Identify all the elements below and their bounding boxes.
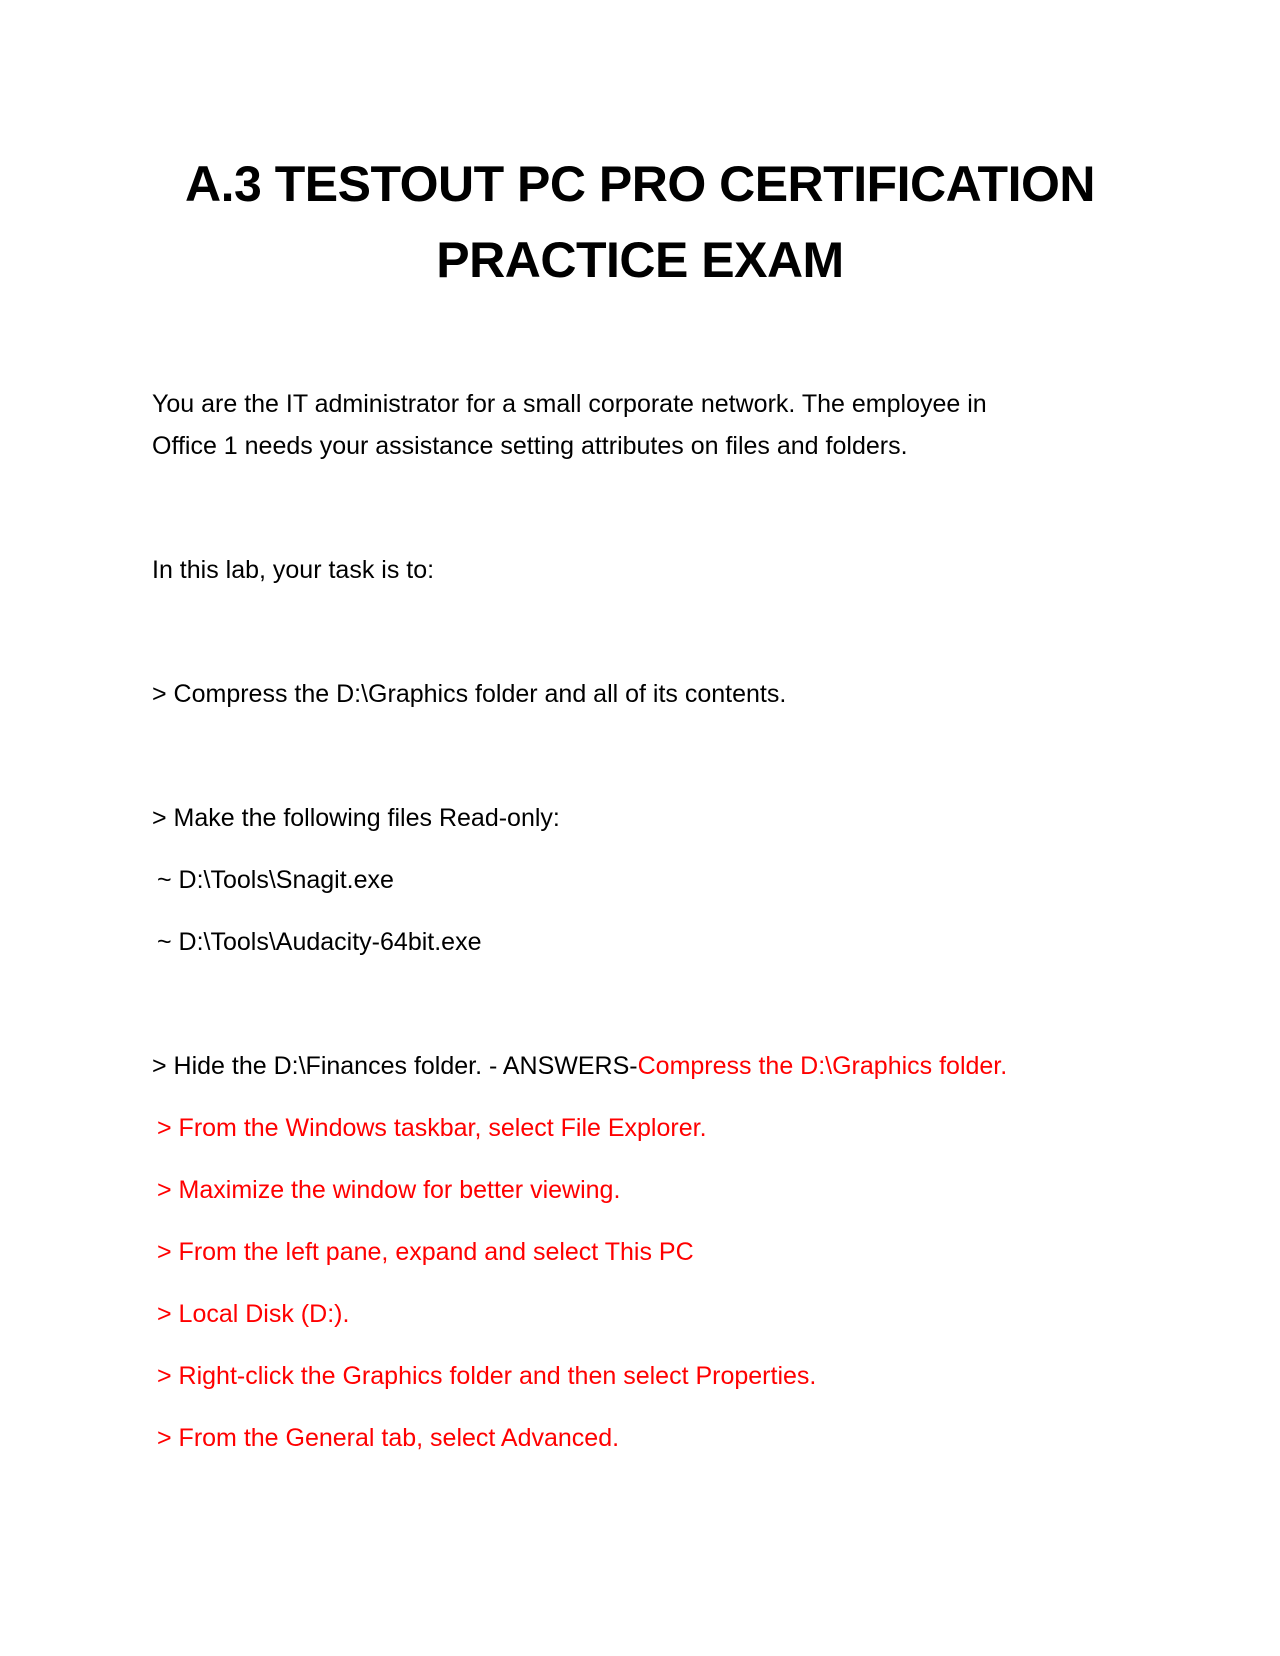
answer-first: Compress the D:\Graphics folder.	[637, 1052, 1008, 1080]
task-readonly: > Make the following files Read-only:	[152, 804, 560, 832]
task-intro: In this lab, your task is to:	[152, 556, 435, 584]
answer-step: > From the left pane, expand and select This PC	[157, 1238, 694, 1266]
intro-line-2: Office 1 needs your assistance setting attributes on files and folders.	[152, 432, 908, 460]
answer-step: > Maximize the window for better viewing.	[157, 1176, 621, 1204]
task-compress: > Compress the D:\Graphics folder and all of its contents.	[152, 680, 787, 708]
answer-step: > From the Windows taskbar, select File Explorer.	[157, 1114, 707, 1142]
answer-step: > Local Disk (D:).	[157, 1300, 350, 1328]
answer-step: > From the General tab, select Advanced.	[157, 1424, 620, 1452]
file-audacity: ~ D:\Tools\Audacity-64bit.exe	[157, 928, 482, 956]
file-snagit: ~ D:\Tools\Snagit.exe	[157, 866, 394, 894]
task-hide	[152, 1050, 1007, 1082]
title-line-1: A.3 TESTOUT PC PRO CERTIFICATION	[185, 156, 1095, 212]
task-hide-text: > Hide the D:\Finances folder. - ANSWERS-	[152, 1052, 638, 1080]
document-title	[150, 146, 1130, 298]
title-line-2: PRACTICE EXAM	[436, 232, 844, 288]
intro-line-1: You are the IT administrator for a small corporate network. The employee in	[152, 390, 987, 418]
answer-step: > Right-click the Graphics folder and then select Properties.	[157, 1362, 817, 1390]
